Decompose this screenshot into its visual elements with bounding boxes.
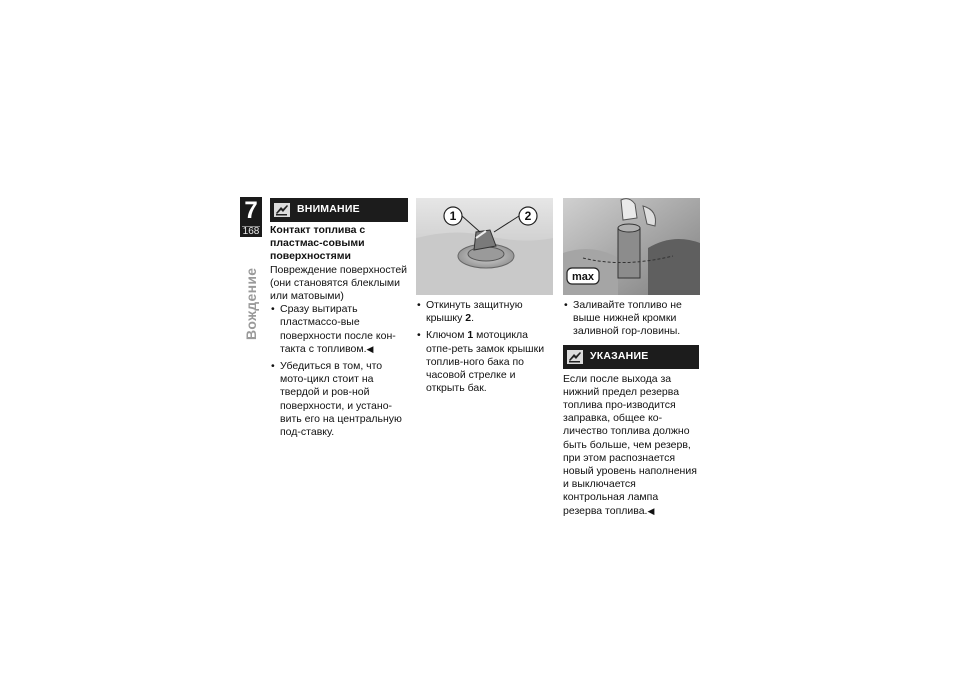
list-item: • Убедиться в том, что мото-цикл стоит на твердой и ров-ной поверхности, и устано-вить его на центральную под-ставку.	[270, 360, 408, 439]
warning-banner-text: ВНИМАНИЕ	[297, 203, 360, 216]
end-mark-icon: ◀	[647, 505, 655, 516]
section-label: Вождение	[243, 267, 259, 340]
warning-column	[270, 198, 408, 443]
ref-number: 2	[465, 312, 472, 325]
list-item: • Сразу вытирать пластмассо-вые поверхности после кон-такта с топливом.◀	[270, 303, 408, 356]
list-item: • Ключом 1 мотоцикла отпе-реть замок крышки топлив-ного бака по часовой стрелке и открыть бак.	[416, 329, 553, 395]
callout-1: 1	[449, 209, 457, 223]
max-label: max	[571, 271, 595, 283]
manual-icon	[274, 203, 290, 217]
list-item: • Заливайте топливо не выше нижней кромки заливной гор-ловины.	[563, 299, 699, 339]
chapter-number: 7	[244, 197, 258, 224]
end-mark-icon: ◀	[366, 343, 374, 354]
warning-title: Контакт топлива с пластмас-совыми поверхностями	[270, 224, 366, 263]
fuel-cap-figure	[416, 198, 553, 295]
page-number: 168	[242, 226, 260, 237]
warning-intro: Повреждение поверхностей (они становятся блеклыми или матовыми)	[270, 263, 408, 303]
ref-number: 1	[467, 329, 474, 342]
warning-banner	[270, 198, 408, 222]
chapter-tab	[240, 197, 262, 237]
manual-icon	[567, 350, 583, 364]
warning-list	[270, 303, 408, 439]
steps-column	[416, 198, 553, 399]
note-banner	[563, 345, 699, 369]
note-text: Если после выхода за нижний предел резерва топлива про-изводится заправка, общее ко-личество топлива должно быть больше, чем резерв, при этом распознается новый уровень наполнения и выключается контрольная лампа резерва топлива.◀	[563, 372, 697, 517]
fill-list	[563, 299, 699, 339]
list-item: • Откинуть защитную крышку 2.	[416, 299, 553, 325]
filler-neck-figure	[563, 198, 700, 295]
callout-2: 2	[524, 209, 532, 223]
steps-list	[416, 299, 553, 395]
note-banner-text: УКАЗАНИЕ	[590, 350, 649, 362]
fill-column	[563, 198, 699, 518]
